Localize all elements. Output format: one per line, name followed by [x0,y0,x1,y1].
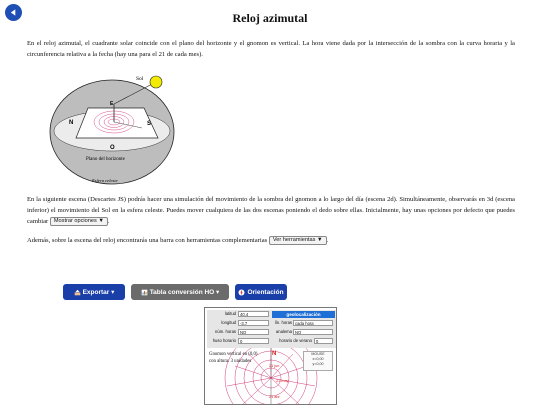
analemma-select[interactable]: NO [293,329,333,335]
intro-paragraph: En el reloj azimutal, el cuadrante solar coincide con el plano del horizonte y el gnomon es vertical. La hora viene dada por la intersección de la sombra con la curva horaria y la circunferencia relativa a la fecha (hay una para el 21 de cada mes). [27,40,515,58]
analemma-label: analema [275,329,292,334]
month-label-abr: 21 abr [269,395,280,399]
timezone-field[interactable]: 0 [238,338,269,344]
horizon-plane [76,108,158,138]
east-label: E [110,101,114,107]
plane-label: Plano del horizonte [86,157,125,162]
export-button[interactable]: Exportar ▾ [63,284,125,300]
geolocation-button[interactable]: geolocalización [272,311,335,318]
longitude-field[interactable]: -3.7 [238,320,269,326]
west-label: O [110,145,115,151]
descartes-scene[interactable] [204,307,337,405]
sphere-label: Esfera celeste [92,178,118,183]
month-label-may: 21 may [276,379,289,383]
gnomon-info: Gnomon vertical en (0,0) con altura: 3 unidades [209,352,258,364]
south-label: S [147,121,152,127]
azimuthal-clock-diagram [48,74,184,190]
latitude-field[interactable]: 40.4 [238,311,269,317]
conversion-table-button[interactable]: Tabla conversión HO ▾ [131,284,229,300]
longitude-label: longitud [221,320,236,325]
mouse-readout: MOUSE x=0,00 y=0,00 [303,351,333,371]
summer-time-label: horario de verano [279,338,312,343]
sun [150,76,162,88]
table-icon [141,289,148,296]
hour-lines-select[interactable]: cada hora [293,320,333,326]
hour-numbers-label: núm. horas [215,329,236,334]
scene-paragraph: En la siguiente escena (Descartes JS) podrás hacer una simulación del movimiento de la sombra del gnomon a lo largo del día (escena 2d). Simultáneamente, observarás en 3d (escena inferior) el movimiento del Sol en la esfera celeste. Puedes mover cualquiera de las dos escenas poniendo el dedo sobre ellas. Inicialmente, hay unas opciones por defecto que puedes cambiar Mostrar opciones ▼ . [27,196,515,225]
month-label-jun: 21 jun [269,364,280,368]
export-icon [74,289,81,296]
hour-lines-label: lín. horas [274,320,292,325]
show-tools-button[interactable]: Ver herramientas ▼ [269,236,327,245]
scene-controls [207,310,336,348]
scene-north-label: N [272,351,277,357]
orientation-button[interactable]: Orientación [235,284,287,300]
sun-label: Sol [136,76,144,82]
compass-icon [238,289,245,296]
north-label: N [69,120,74,126]
show-options-button[interactable]: Mostrar opciones ▼ [50,217,108,226]
summer-time-select[interactable]: 0 [314,338,333,344]
hour-numbers-select[interactable]: NO [238,329,269,335]
latitude-label: latitud [224,311,236,316]
tools-paragraph: Además, sobre la escena del reloj encontrarás una barra con herramientas complementarias Ver herramientas ▼ . [27,236,329,244]
page-title: Reloj azimutal [232,11,308,25]
timezone-label: huso horario [212,338,236,343]
